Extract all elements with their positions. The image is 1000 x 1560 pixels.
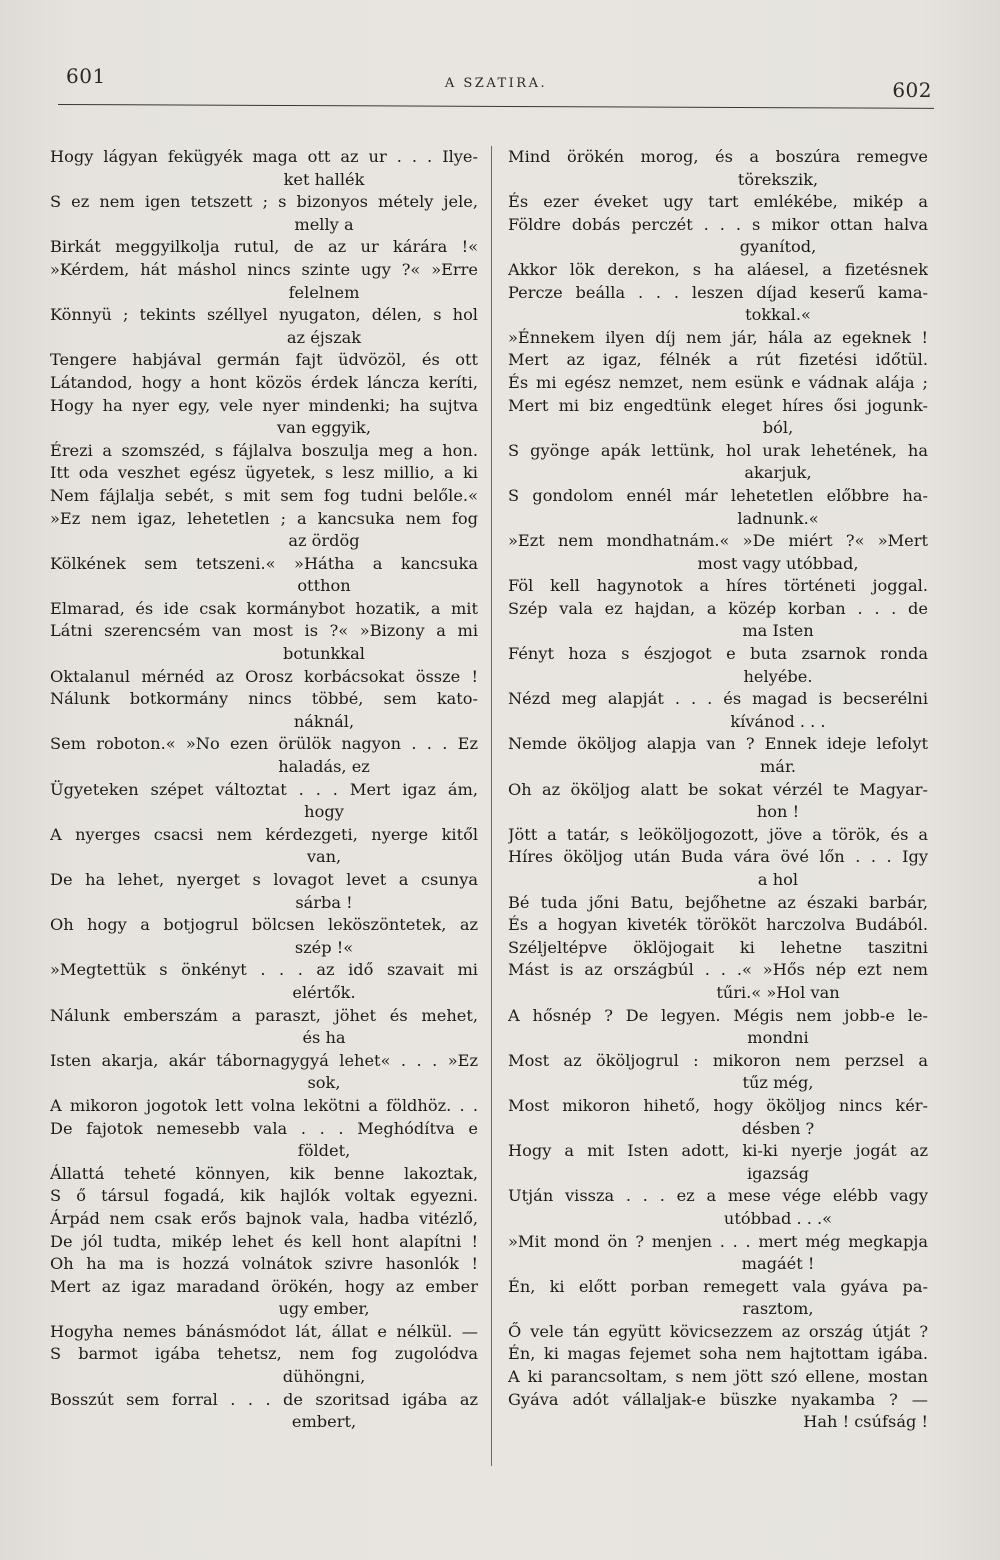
verse-line: A ki parancsoltam, s nem jött szó ellene, mostan <box>508 1367 928 1387</box>
verse-line: Én, ki magas fejemet soha nem hajtottam igába. <box>508 1344 928 1364</box>
verse-line: Utján vissza . . . ez a mese vége elébb vagy <box>508 1186 928 1206</box>
verse-line: otthon <box>297 576 351 596</box>
verse-line: ket hallék <box>283 169 365 189</box>
running-title: A SZATIRA. <box>444 76 548 91</box>
verse-line: Mert az igaz maradand örökén, hogy az ember <box>50 1276 478 1296</box>
verse-line: Nem fájlalja sebét, s mit sem fog tudni belőle.« <box>50 485 478 505</box>
verse-line: Látni szerencsém van most is ?« »Bizony a mi <box>50 621 478 641</box>
verse-line: Hah ! csúfság ! <box>803 1412 928 1432</box>
verse-line: Érezi a szomszéd, s fájlalva boszulja meg a hon. <box>50 440 478 460</box>
verse-line: »Mit mond ön ? menjen . . . mert még megkapja <box>508 1231 928 1251</box>
verse-line: És a hogyan kiveték törököt harczolva Budából. <box>508 915 928 935</box>
verse-line: De jól tudta, mikép lehet és kell hont alapítni ! <box>50 1231 478 1251</box>
verse-line: Isten akarja, akár tábornagygyá lehet« . . . »Ez <box>50 1050 478 1070</box>
verse-line: embert, <box>291 1412 357 1432</box>
verse-line: botunkkal <box>283 644 365 664</box>
verse-line: Oh ha ma is hozzá volnátok szivre hasonlók ! <box>50 1254 478 1274</box>
verse-line: most vagy utóbbad, <box>697 553 859 573</box>
verse-line: felelnem <box>288 282 360 302</box>
verse-line: kívánod . . . <box>730 711 826 731</box>
verse-line: náknál, <box>293 711 355 731</box>
verse-line: Mert mi biz engedtünk eleget híres ősi jogunk- <box>508 395 928 415</box>
verse-line: Hogyha nemes bánásmódot lát, állat e nélkül. — <box>50 1321 478 1341</box>
verse-line: utóbbad . . .« <box>723 1208 833 1228</box>
left-text-column <box>50 146 478 1434</box>
verse-line: Hogy ha nyer egy, vele nyer mindenki; ha sujtva <box>50 395 478 415</box>
left-page-number: 601 <box>66 64 106 88</box>
verse-line: Fényt hoza s észjogot e buta zsarnok ronda <box>508 644 928 664</box>
verse-line: már. <box>759 757 797 777</box>
verse-line: Látandod, hogy a hont közös érdek láncza keríti, <box>50 372 478 392</box>
verse-line: Oktalanul mérnéd az Orosz korbácsokat össze ! <box>50 666 478 686</box>
verse-line: Oh az ököljog alatt be sokat vérzél te Magyar- <box>508 779 928 799</box>
verse-line: Bé tuda jőni Batu, bejőhetne az északi barbár, <box>508 892 928 912</box>
verse-line: S gyönge apák lettünk, hol urak lehetének, ha <box>508 440 928 460</box>
verse-line: És mi egész nemzet, nem esünk e vádnak alája ; <box>508 372 928 392</box>
verse-line: Állattá teheté könnyen, kik benne lakoztak, <box>50 1163 478 1183</box>
verse-line: van eggyik, <box>277 418 371 438</box>
verse-line: sok, <box>307 1073 341 1093</box>
verse-line: Bosszút sem forral . . . de szoritsad igába az <box>50 1389 478 1409</box>
verse-line: Mert az igaz, félnék a rút fizetési időtül. <box>508 350 928 370</box>
verse-line: haladás, ez <box>278 757 370 777</box>
verse-line: tokkal.« <box>745 305 811 325</box>
verse-line: Széljeltépve öklöjogait ki lehetne taszitni <box>508 937 928 957</box>
verse-line: Nemde ököljog alapja van ? Ennek ideje lefolyt <box>508 734 928 754</box>
verse-line: Gyáva adót vállaljak-e büszke nyakamba ? — <box>508 1389 928 1409</box>
verse-line: magáét ! <box>741 1254 815 1274</box>
verse-line: Percze beálla . . . leszen díjad keserű kama- <box>508 282 928 302</box>
verse-line: »Kérdem, hát máshol nincs szinte ugy ?« »Erre <box>50 259 478 279</box>
verse-line: Elmarad, és ide csak kormánybot hozatik, a mit <box>50 598 478 618</box>
verse-line: S barmot igába tehetsz, nem fog zugolódva <box>50 1344 478 1364</box>
verse-line: A mikoron jogotok lett volna lekötni a földhöz. . . <box>50 1095 478 1115</box>
verse-line: földet, <box>297 1141 351 1161</box>
verse-line: Mind örökén morog, és a boszúra remegve <box>508 147 928 166</box>
verse-line: Föl kell hagynotok a híres történeti joggal. <box>508 576 928 596</box>
verse-line: A hősnép ? De legyen. Mégis nem jobb-e le- <box>508 1005 928 1025</box>
verse-line: dühöngni, <box>282 1367 366 1387</box>
verse-line: az ördög <box>288 531 360 551</box>
verse-line: ugy ember, <box>278 1299 370 1319</box>
verse-line: akarjuk, <box>744 463 812 483</box>
verse-line: Nézd meg alapját . . . és magad is becserélni <box>508 689 928 709</box>
verse-line: melly a <box>294 214 354 234</box>
verse-line: Nálunk botkormány nincs többé, sem kato- <box>50 689 478 709</box>
verse-line: Én, ki előtt porban remegett vala gyáva pa- <box>508 1276 928 1296</box>
verse-line: gyanítod, <box>739 237 817 257</box>
verse-line: Kölkének sem tetszeni.« »Hátha a kancsuka <box>50 553 478 573</box>
verse-line: hogy <box>304 802 344 822</box>
verse-line: A nyerges csacsi nem kérdezgeti, nyerge kitől <box>50 824 478 844</box>
verse-line: Oh hogy a botjogrul bölcsen leköszöntetek, az <box>50 915 478 935</box>
verse-line: ból, <box>762 418 794 438</box>
verse-line: szép !« <box>294 937 354 957</box>
verse-line: De fajotok nemesebb vala . . . Meghódítva e <box>50 1118 478 1138</box>
verse-line: De ha lehet, nyerget s lovagot levet a csunya <box>50 870 478 889</box>
verse-line: Sem roboton.« »No ezen örülök nagyon . . . Ez <box>50 734 478 754</box>
verse-line: van, <box>306 847 342 867</box>
verse-line: Földre dobás perczét . . . s mikor ottan halva <box>508 214 928 234</box>
verse-line: Tengere habjával germán fajt üdvözöl, és ott <box>50 350 478 370</box>
verse-line: Ügyeteken szépet változtat . . . Mert igaz ám, <box>50 779 478 799</box>
verse-line: Birkát meggyilkolja rutul, de az ur kárára !« <box>50 237 478 257</box>
verse-line: tűri.« »Hol van <box>716 982 840 1002</box>
verse-line: elértők. <box>292 982 356 1002</box>
column-divider <box>491 146 492 1466</box>
verse-line: S ő társul fogadá, kik hajlók voltak egyezni. <box>50 1186 478 1206</box>
verse-line: hon ! <box>756 802 800 822</box>
right-text-column <box>508 146 928 1434</box>
verse-line: »Ezt nem mondhatnám.« »De miért ?« »Mert <box>508 531 928 551</box>
verse-line: Szép vala ez hajdan, a közép korban . . . de <box>508 598 928 618</box>
right-page-number: 602 <box>892 78 932 102</box>
verse-line: »Megtettük s önkényt . . . az idő szavait mi <box>50 960 478 980</box>
verse-line: Mást is az országbúl . . .« »Hős nép ezt nem <box>508 960 928 980</box>
verse-line: Hogy a mit Isten adott, ki-ki nyerje jogát az <box>508 1141 928 1161</box>
verse-line: És ezer éveket ugy tart emlékébe, mikép a <box>508 192 928 212</box>
verse-line: désben ? <box>741 1118 815 1138</box>
verse-line: rasztom, <box>742 1299 814 1319</box>
verse-line: mondni <box>747 1028 809 1048</box>
verse-line: igazság <box>746 1163 810 1183</box>
verse-line: ma Isten <box>742 621 814 641</box>
verse-line: Hogy lágyan fekügyék maga ott az ur . . . Ilye- <box>50 147 478 166</box>
verse-line: ladnunk.« <box>737 508 819 528</box>
verse-line: S ez nem igen tetszett ; s bizonyos métely jele, <box>50 192 478 212</box>
verse-line: Most mikoron hihető, hogy ököljog nincs kér- <box>508 1095 928 1115</box>
verse-line: az éjszak <box>286 327 362 347</box>
verse-line: Ő vele tán együtt kövicsezzem az ország útját ? <box>508 1321 928 1341</box>
verse-line: Híres ököljog után Buda vára övé lőn . . . Igy <box>508 847 928 867</box>
verse-line: törekszik, <box>737 169 819 189</box>
verse-line: Most az ököljogrul : mikoron nem perzsel a <box>508 1050 928 1070</box>
verse-line: Jött a tatár, s leököljogozott, jöve a török, és a <box>508 824 928 844</box>
verse-line: helyébe. <box>743 666 813 686</box>
verse-line: Árpád nem csak erős bajnok vala, hadba vitézlő, <box>50 1208 478 1228</box>
header-rule <box>58 104 934 109</box>
verse-line: Nálunk emberszám a paraszt, jöhet és mehet, <box>50 1005 478 1025</box>
verse-line: Itt oda veszhet egész ügyetek, s lesz millio, a ki <box>50 463 478 483</box>
verse-line: és ha <box>302 1028 346 1048</box>
verse-line: S gondolom ennél már lehetetlen előbbre ha- <box>508 485 928 505</box>
verse-line: sárba ! <box>295 892 353 912</box>
verse-line: »Énnekem ilyen díj nem jár, hála az egeknek ! <box>508 327 928 347</box>
page-header <box>60 58 932 102</box>
verse-line: Akkor lök derekon, s ha aláesel, a fizetésnek <box>508 259 928 279</box>
verse-line: a hol <box>757 870 799 889</box>
verse-line: tűz még, <box>742 1073 814 1093</box>
verse-line: Könnyü ; tekints széllyel nyugaton, délen, s hol <box>50 305 478 325</box>
verse-line: »Ez nem igaz, lehetetlen ; a kancsuka nem fog <box>50 508 478 528</box>
